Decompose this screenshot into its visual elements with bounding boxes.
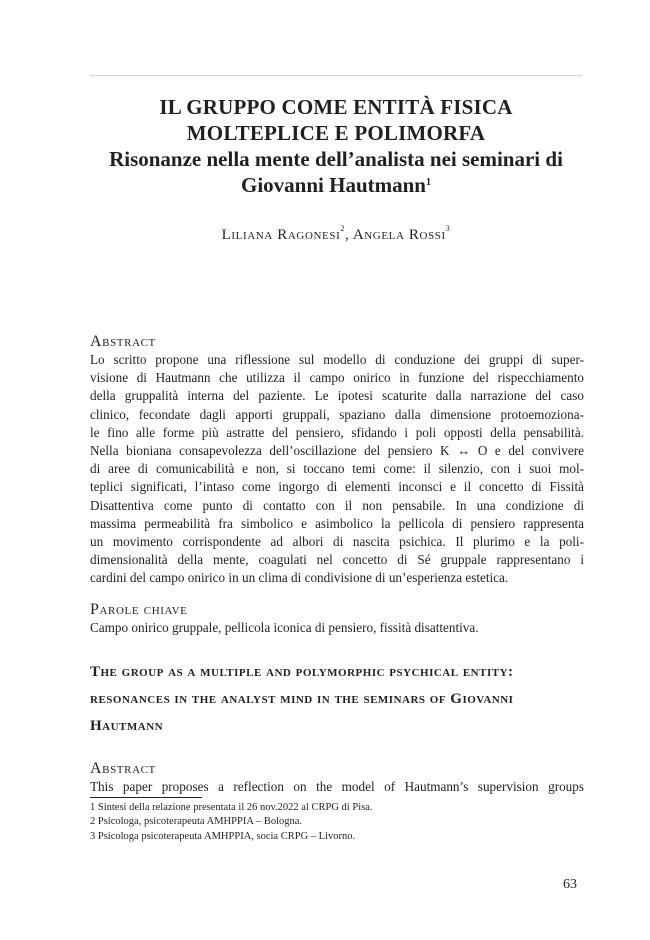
footnote-ref-1[interactable]: 1 [425,177,431,188]
footnotes [90,801,584,844]
subtitle-line-2-text: Giovanni Hautmann [241,173,426,197]
english-title-line-2: resonances in the analyst mind in the seminars of Giovanni [90,691,514,707]
abstract-it-line: della gruppalità interna del paziente. Le ipotesi scaturite dalla narrazione del caso [90,388,584,404]
abstract-en-heading: Abstract [90,760,156,777]
abstract-it-line: clinico, fecondate dagli apporti gruppali, spaziano dalla dimensione protoemoziona- [90,406,584,422]
author-separator: , [344,227,353,243]
abstract-it-heading: Abstract [90,333,156,350]
header-rule [90,75,582,76]
title-line-1: IL GRUPPO COME ENTITÀ FISICA [159,95,513,119]
abstract-it-line: di aree di comunicabilità e non, si toccano temi come: il silenzio, con i suoi mol- [90,461,584,477]
abstract-it-line: massima permeabilità fra simbolico e asimbolico la pellicola di pensiero rappresenta [90,515,584,531]
footnote-ref-3[interactable]: 3 [445,224,451,233]
footnote-3: 3 Psicologa psicoterapeuta AMHPPIA, socia CRPG – Livorno. [90,830,356,842]
author-2: Angela Rossi [352,227,446,243]
footnote-rule [90,797,202,798]
page-number: 63 [563,877,577,892]
title-line-2: MOLTEPLICE E POLIMORFA [186,121,486,145]
abstract-it-section [90,333,584,588]
footnote-ref-2[interactable]: 2 [340,224,345,233]
english-title [90,659,584,740]
abstract-it-body [90,351,584,588]
keywords-it-section [90,601,584,637]
abstract-it-line: le fino alle forme più astratte del pensiero, sfidando i poli opposti della pensabilità. [90,424,584,440]
abstract-en-line: This paper proposes a reflection on the model of Hautmann’s supervision groups [90,779,584,794]
author-1: Liliana Ragonesi [221,227,341,243]
abstract-it-line: Lo scritto propone una riflessione sul modello di conduzione dei gruppi di super- [90,352,584,367]
english-title-line-3: Hautmann [90,718,164,734]
abstract-en-body [90,778,584,796]
abstract-it-line: teplici significati, l’intaso come ingorgo di elementi inconsci e il concetto di Fissità [90,479,584,495]
abstract-it-line: visione di Hautmann che utilizza il campo onirico in funzione del rispecchiamento [90,370,584,386]
subtitle-line-1: Risonanze nella mente dell’analista nei seminari di [109,147,563,171]
article-title [60,94,612,198]
keywords-it-text: Campo onirico gruppale, pellicola iconica di pensiero, fissità disattentiva. [90,620,479,635]
footnote-1: 1 Sintesi della relazione presentata il 26 nov.2022 al CRPG di Pisa. [90,802,373,813]
abstract-it-line: un movimento corrispondente ad albori di nascita psichica. Il plurimo e la poli- [90,534,584,550]
english-title-line-1: The group as a multiple and polymorphic psychical entity: [90,664,514,680]
abstract-en-section [90,760,584,796]
abstract-it-line: dimensionalità della mente, coagulati nel concetto di Sé gruppale rappresentano i [90,552,584,568]
abstract-it-line: Nella bioniana consapevolezza dell’oscillazione del pensiero K ↔ O e del convivere [90,443,584,459]
keywords-it-heading: Parole chiave [90,601,188,618]
abstract-it-line: cardini del campo onirico in un clima di condivisione di un’esperienza estetica. [90,570,509,586]
author-list [60,224,612,244]
abstract-it-line: Disattentiva come punto di contatto con il non pensabile. In una condizione di [90,497,584,513]
footnote-2: 2 Psicologa, psicoterapeuta AMHPPIA – Bologna. [90,816,303,828]
subtitle-line-2 [60,172,612,198]
